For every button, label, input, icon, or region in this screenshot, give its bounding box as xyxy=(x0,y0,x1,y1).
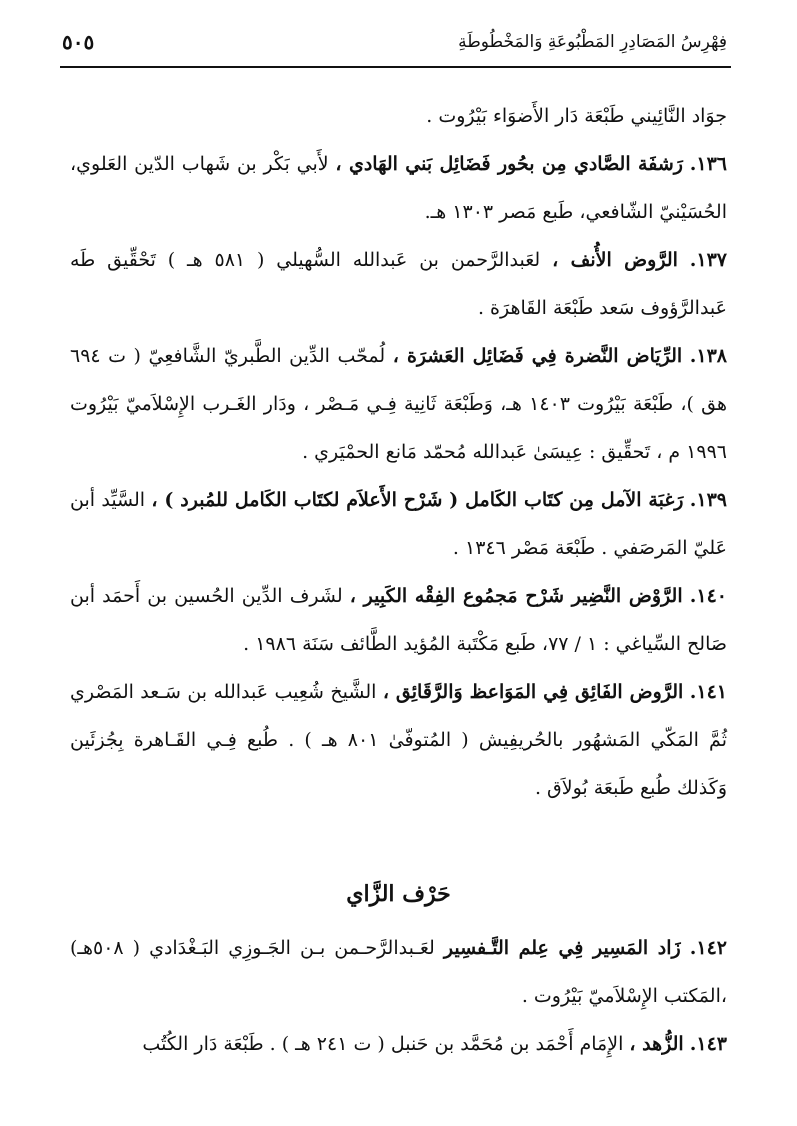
entry-number: ١٣٨. xyxy=(689,345,727,367)
entry-138 xyxy=(70,332,727,476)
entry-text: لشَرف الدِّين الحُسين بن أَحمَد أبن صَالح السِّياغي : ١ / ٧٧، طَبع مَكْتَبة المُؤيد الطَّائف سَنَة ١٩٨٦ . xyxy=(70,585,727,655)
entry-number: ١٣٧. xyxy=(689,249,728,271)
entry-text: لُمحّب الدِّين الطَّبريّ الشَّافعِيّ ( ت ٦٩٤ هق )، طَبْعَة بَيْرُوت ١٤٠٣ هـ، وَطَبْعَة ثَانِية فِـي مَـصْر ، ودَار الغَـرب الإِسْلاَميّ بَيْرُوت ١٩٩٦ م ، تَحقِّيق : عِيسَىٰ عَبدالله مُحمّد مَانع الحمْيَري . xyxy=(70,345,727,463)
entry-text: جوَاد النَّائِيني طَبْعَة دَار الأَضوَاء بَيْرُوت . xyxy=(426,105,727,127)
entry-text: لعَـبدالرَّحـمن بـن الجَـوزِي البَـغْدَادي ( ٥٠٨هـ) ،المَكتب الإِسْلاَميّ بَيْرُوت . xyxy=(70,937,727,1007)
entry-number: ١٣٦. xyxy=(689,153,727,175)
entry-title: رَغبَة الآمل مِن كتَاب الكَامل ( شَرْح الأَعلاَم لكتَاب الكَامل للمُبرد ) ، xyxy=(151,489,684,511)
entry-title: زَاد المَسِير فِي عِلم التَّـفسِير xyxy=(443,937,681,959)
entry-139 xyxy=(70,476,727,572)
entry-140 xyxy=(70,572,727,668)
entry-text: الشَّيخ شُعِيب عَبدالله بن سَـعد المَصْري ثُمَّ المَكّي المَشهُور بالحُريفِيش ( المُتوفّىٰ ٨٠١ هـ ) . طُبع فِـي القَـاهرة بِجُزئَين وَكَذلك طُبع طَبعَة بُولاَق . xyxy=(70,681,727,799)
entry-title: الزُّهد ، xyxy=(629,1033,684,1055)
entry-143 xyxy=(70,1020,727,1068)
entry-142 xyxy=(70,924,727,1020)
entry-137 xyxy=(70,236,727,332)
entry-text: السَّيِّد أبن عَليّ المَرصَفي . طَبْعَة مَصْر ١٣٤٦ . xyxy=(70,489,727,559)
entry-title: رَشفَة الصَّادي مِن بحُور فَضَائِل بَني الهَادي ، xyxy=(335,153,683,175)
entry-title: الرَّوض الأُنف ، xyxy=(552,249,678,271)
entry-number: ١٤٣. xyxy=(689,1033,727,1055)
entry-141 xyxy=(70,668,727,812)
running-title: فِهْرِسُ المَصَادِرِ المَطْبُوعَةِ وَالمَخْطُوطَةِ xyxy=(458,32,727,52)
main-content xyxy=(70,92,727,1068)
entry-number: ١٤٢. xyxy=(689,937,727,959)
entry-title: الرِّيَاض النَّضرة فِي فَضَائِل العَشرَة ، xyxy=(392,345,683,367)
section-heading: حَرْف الزَّاي xyxy=(346,881,451,907)
entry-number: ١٤١. xyxy=(689,681,728,703)
entry-text: الإِمَام أَحْمَد بن مُحَمَّد بن حَنبل ( ت ٢٤١ هـ ) . طَبْعَة دَار الكُتُب xyxy=(142,1033,624,1055)
entry-text: لعَبدالرَّحمن بن عَبدالله السُّهيلي ( ٥٨١ هـ ) تَحْقِّيق طَه عَبدالرَّؤوف سَعد طَبْعَة القَاهرَة . xyxy=(70,249,727,319)
entry-number: ١٣٩. xyxy=(689,489,727,511)
entry-title: الرَّوْض النَّضِير شَرْح مَجمُوع الفِقْه الكَبِير ، xyxy=(349,585,683,607)
entry-text: لأَبي بَكْر بن شَهاب الدّين العَلوي، الحُسَيْنيّ الشّافعي، طَبع مَصر ١٣٠٣ هـ. xyxy=(70,153,727,223)
entry-title: الرَّوض الفَائِق فِي المَوَاعظ وَالرَّقَائِق ، xyxy=(382,681,684,703)
header-rule xyxy=(60,66,731,68)
entry-number: ١٤٠. xyxy=(689,585,727,607)
page-number: ٥٠٥ xyxy=(62,30,95,54)
entry-continuation xyxy=(70,92,727,140)
entry-136 xyxy=(70,140,727,236)
